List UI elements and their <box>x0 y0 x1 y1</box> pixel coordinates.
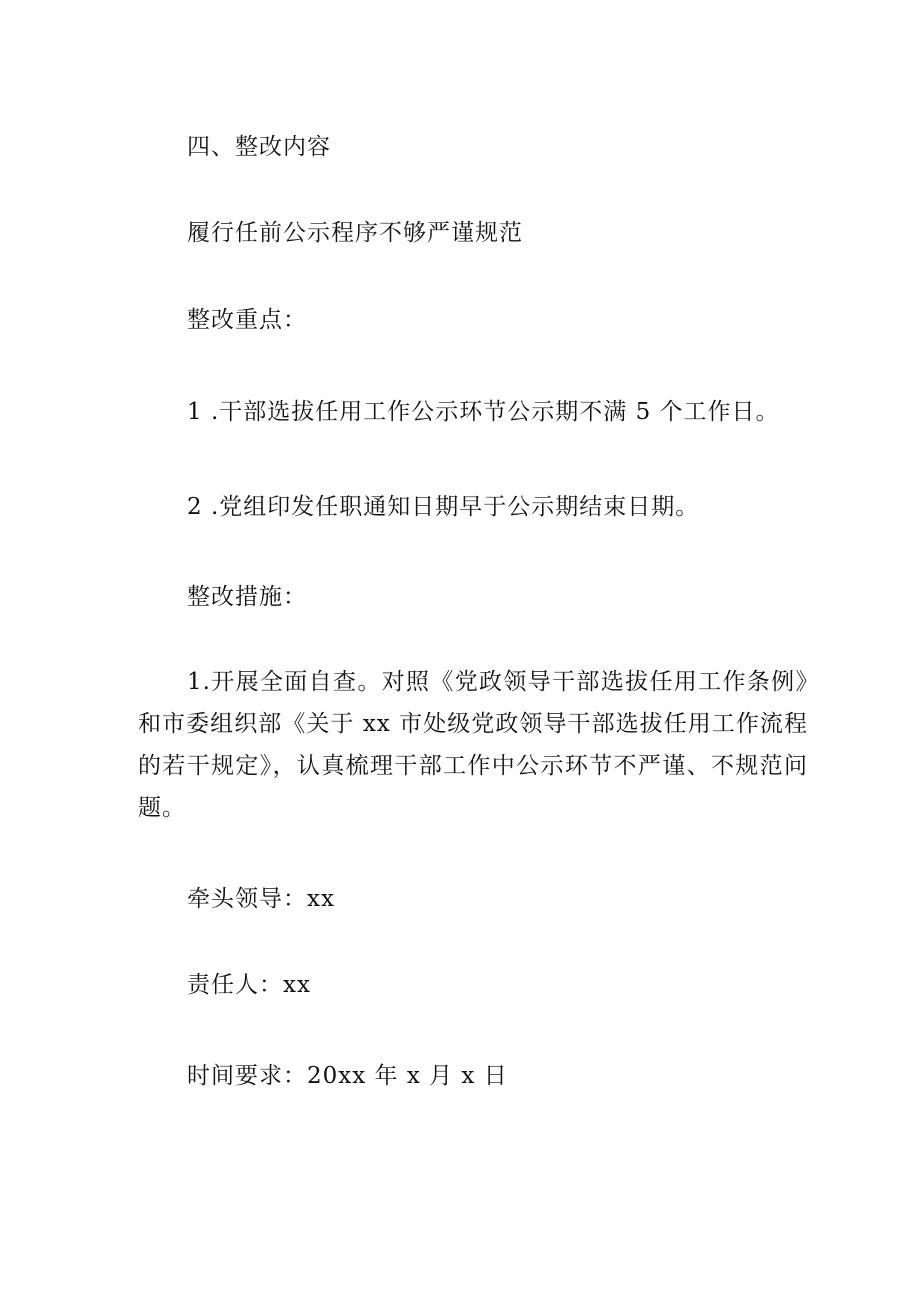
section-heading: 四、整改内容 <box>187 134 331 160</box>
focus-item-2: 2 .党组印发任职通知日期早于公示期结束日期。 <box>187 494 700 520</box>
lead-leader: 牵头领导：xx <box>187 886 335 912</box>
measure-paragraph: 1.开展全面自查。对照《党政领导干部选拔任用工作条例》和市委组织部《关于 xx 市处级党政领导干部选拔任用工作流程的若干规定》，认真梳理干部工作中公示环节不严谨、不规范问题。 <box>138 669 808 821</box>
issue-title: 履行任前公示程序不够严谨规范 <box>187 220 523 246</box>
time-requirement: 时间要求：20xx 年 x 月 x 日 <box>187 1063 508 1089</box>
focus-label: 整改重点： <box>187 307 307 333</box>
responsible-person: 责任人：xx <box>187 972 311 998</box>
measures-label: 整改措施： <box>187 584 307 610</box>
focus-item-1: 1 .干部选拔任用工作公示环节公示期不满 5 个工作日。 <box>187 399 780 425</box>
